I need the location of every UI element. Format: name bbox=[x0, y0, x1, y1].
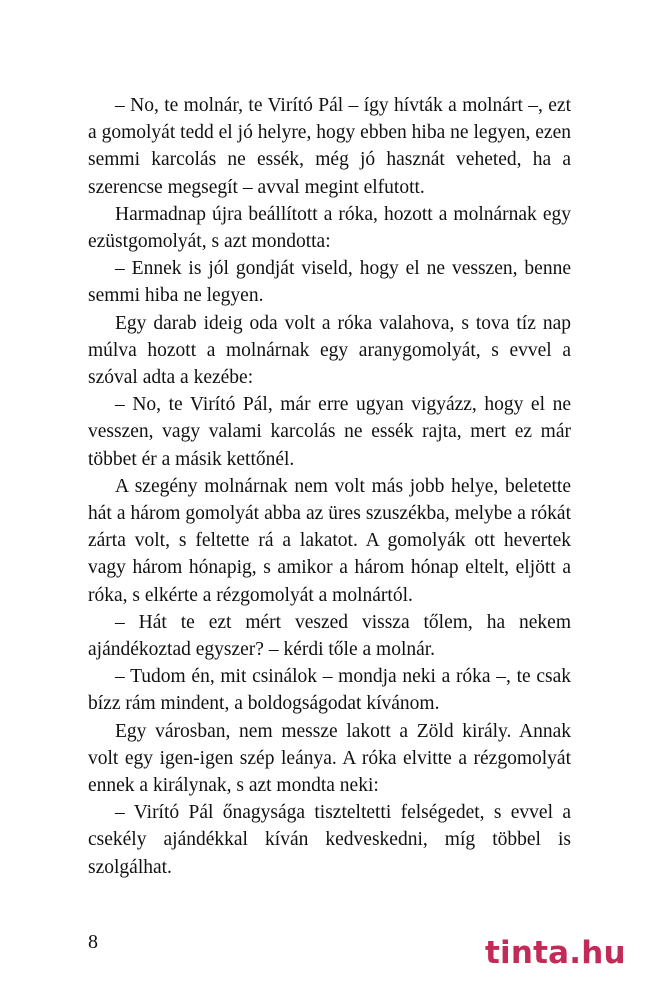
body-text bbox=[88, 92, 571, 881]
paragraph-9: Egy városban, nem messze lakott a Zöld király. Annak volt egy igen-igen szép leánya. A róka elvitte a rézgomolyát ennek a királynak, s azt mondta neki: bbox=[88, 720, 571, 797]
paragraph-8: – Tudom én, mit csinálok – mondja neki a róka –, te csak bízz rám mindent, a boldogságodat kívánom. bbox=[88, 666, 571, 715]
paragraph-7: – Hát te ezt mért veszed vissza tőlem, ha nekem ajándékoztad egyszer? – kérdi tőle a molnár. bbox=[88, 611, 571, 661]
publisher-watermark: tinta.hu bbox=[485, 935, 626, 971]
paragraph-2: Harmadnap újra beállított a róka, hozott a molnárnak egy ezüstgomolyát, s azt mondotta: bbox=[88, 203, 571, 253]
paragraph-6: A szegény molnárnak nem volt más jobb helye, beletette hát a három gomolyát abba az üres szuszékba, melybe a rókát zárta volt, s feltette rá a lakatot. A gomolyák ott hevertek vagy három hónapig, s amikor a három hónap eltelt, eljött a róka, s elkérte a rézgomolyát a molnártól. bbox=[88, 475, 571, 606]
paragraph-5: – No, te Virító Pál, már erre ugyan vigyázz, hogy el ne vesszen, vagy valami karcolás ne essék rajta, mert ez már többet ér a másik kettőnél. bbox=[88, 394, 571, 470]
page-number: 8 bbox=[88, 931, 98, 953]
paragraph-3: – Ennek is jól gondját viseld, hogy el ne vesszen, benne semmi hiba ne legyen. bbox=[88, 258, 571, 307]
paragraph-1: – No, te molnár, te Virító Pál – így hívták a molnárt –, ezt a gomolyát tedd el jó helyre, hogy ebben hiba ne legyen, ezen semmi karcolás ne essék, még jó hasznát veheted, ha a szerencse megsegít – avval megint elfutott. bbox=[88, 95, 571, 198]
paragraph-10: – Virító Pál őnagysága tiszteltetti felségedet, s evvel a csekély ajándékkal kíván kedveskedni, míg többel is szolgálhat. bbox=[88, 802, 571, 878]
paragraph-4: Egy darab ideig oda volt a róka valahova, s tova tíz nap múlva hozott a molnárnak egy aranygomolyát, s evvel a szóval adta a kezébe: bbox=[88, 312, 571, 389]
